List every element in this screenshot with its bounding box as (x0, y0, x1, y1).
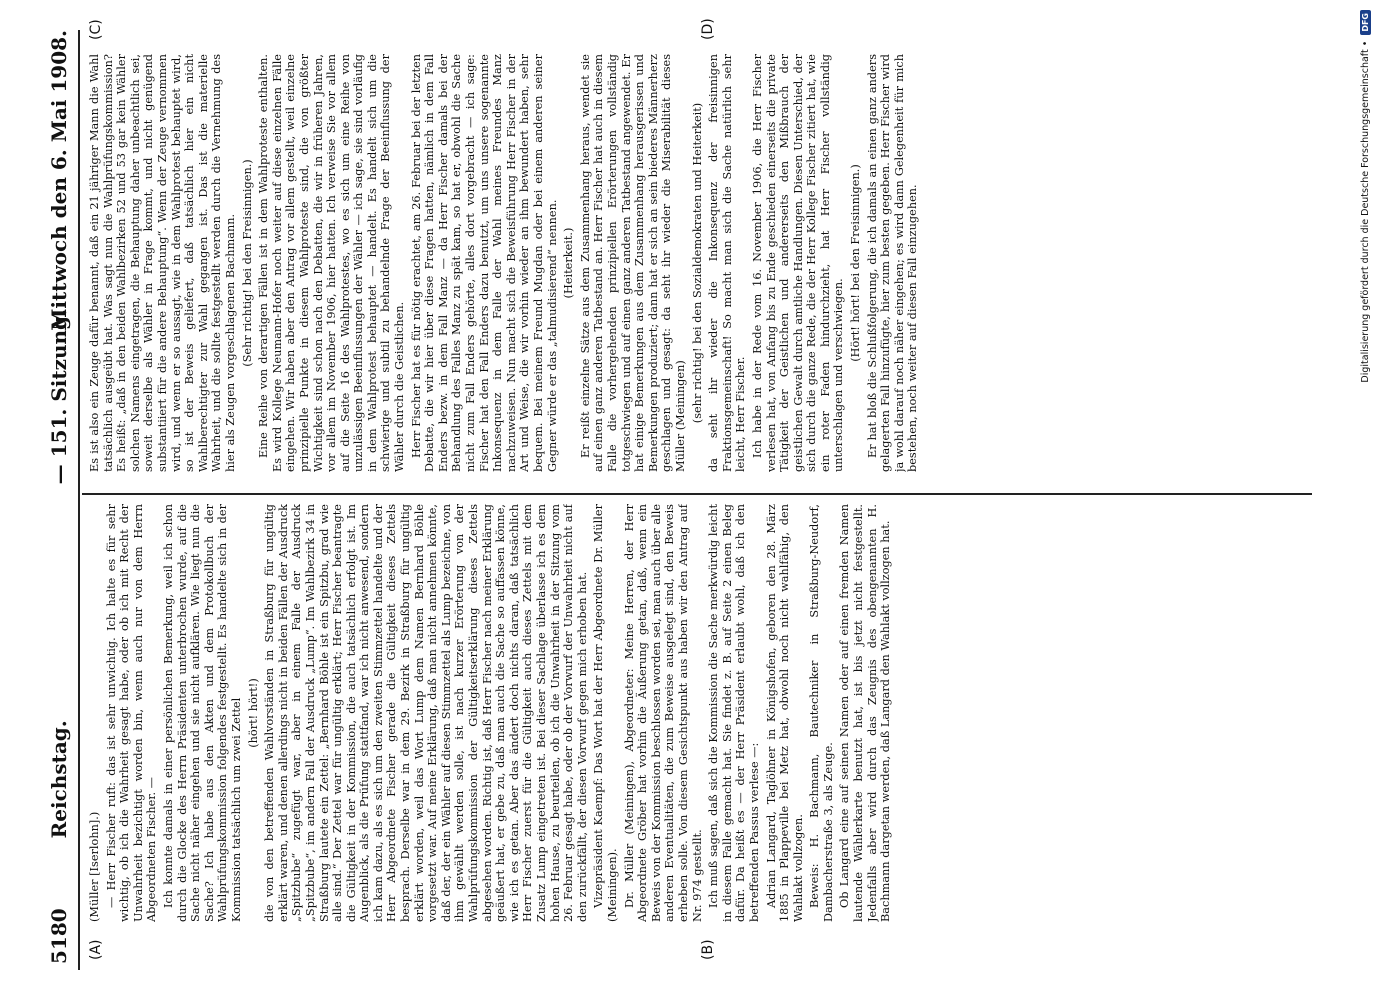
column-divider (82, 493, 1312, 495)
speaker-paragraph: Dr. Müller (Meiningen), Abgeordneter: Meine Herren, der Herr Abgeordnete Gröber hat vorhin die Äußerung getan, daß, wenn ein Beweis von der Kommission beschlossen worden sei, man auch über alle anderen Eventualitäten, die zum Beweise ausgelegt sind, den Beweis erheben solle. Von diesem Gesichtspunkt aus haben wir den Antrag auf Nr. 974 gestellt. (622, 504, 704, 922)
paragraph: Er hat bloß die Schlußfolgerung, die ich damals an einen ganz anders gelagerten Fall hinzufügte, hier zum besten gegeben. Herr Fischer wird ja wohl darauf noch näher eingehen; es wird dann Gelegenheit für mich bestehen, noch weiter auf diesen Fall einzugehen. (865, 54, 920, 472)
dfg-logo: DFG (1360, 10, 1371, 35)
right-text-column (88, 54, 1308, 472)
margin-mark-a: (A) (88, 939, 104, 960)
left-text-column (88, 504, 1308, 922)
header-date: Mittwoch den 6. Mai 1908. (47, 30, 71, 331)
left-header-session: — 151. Sitzung. (47, 309, 71, 485)
paragraph: Es ist also ein Zeuge dafür benannt, daß ein 21 jähriger Mann die Wahl tatsächlich ausgeübt hat. Was sagt nun die Wahlprüfungskommission? Es heißt: „daß in den beiden Wahlbezirken 52 und 53 gar kein Wähler solchen Namens eingetragen, die Behauptung daher unbeachtlich sei, soweit derselbe als Wähler in Frage kommt, und nicht genügend substantiiert für die andere Behauptung“. Wenn der Zeuge vernommen wird, und wenn er so aussagt, wie in dem Wahlprotest behauptet wird, so ist der Beweis geliefert, daß tatsächlich hier ein nicht Wahlberechtigter zur Wahl gegangen ist. Das ist die materielle Wahrheit, und die sollte festgestellt werden durch die Vernehmung des hier als Zeugen vorgeschlagenen Bachmann. (88, 54, 237, 472)
interjection: (hört! hört!) (246, 678, 260, 748)
interjection: (Heiterkeit.) (562, 227, 576, 299)
header-rule (78, 30, 80, 970)
speaker-paragraph: Vizepräsident Kaempf: Das Wort hat der Herr Abgeordnete Dr. Müller (Meiningen). (592, 504, 619, 922)
interjection: (Sehr richtig! bei den Freisinnigen.) (240, 159, 254, 367)
margin-mark-b: (B) (700, 939, 716, 960)
speaker-note: (Müller [Iserlohn].) (88, 811, 101, 922)
left-page-header (42, 309, 76, 964)
left-header-title: Reichstag. (47, 720, 71, 839)
paragraph: die von den betreffenden Wahlvorständen in Straßburg für ungültig erklärt waren, und denen allerdings nicht in beiden Fällen der Ausdruck „Spitzbube“ zugefügt war, aber in einem Falle der Ausdruck „Spitzbube“, im andern Fall der Ausdruck „Lump“. Im Wahlbezirk 34 in Straßburg lautete ein Zettel: „Bernhard Böhle ist ein Spitzbu, grad wie alle sind.“ Der Zettel war für ungültig erklärt; Herr Fischer beantragte die Gültigkeit in der Kommission, die auch tatsächlich erfolgt ist. Im Augenblick, als die Prüfung stattfand, war ich nicht anwesend, sondern ich kam dazu, als es sich um den zweiten Stimmzettel handelte und der Herr Abgeordnete Fischer gerade die Gültigkeit dieses Zettels besprach. Derselbe war in dem 29. Bezirk in Straßburg für ungültig erklärt worden, weil das Wort Lump dem Namen Bernhard Böhle vorgesetzt war. Auf meine Erklärung, daß man nicht annehmen könnte, daß der, der ein Wähler auf diesen Stimmzettel als Lump bezeichne, von ihm gewählt werden solle, ist nach kurzer Erörterung von der Wahlprüfungskommission der Gültigkeitserklärung dieses Zettels abgesehen worden. Richtig ist, daß Herr Fischer nach meiner Erklärung geäußert hat, er gebe zu, daß man auch die Sache so auffassen könne, wie ich es getan. Aber das ändert doch nichts daran, daß tatsächlich Herr Fischer zuerst für die Gültigkeit auch dieses Zettels mit dem Zusatz Lump eingetreten ist. Bei dieser Sachlage überlasse ich es dem hohen Hause, zu beurteilen, ob ich die Unwahrheit in der Sitzung vom 26. Februar gesagt habe, oder ob der Vorwurf der Unwahrheit nicht auf den zurückfällt, der diesen Vorwurf gegen mich erhoben hat. (263, 504, 589, 922)
quoted-paragraph: Ob Langard eine auf seinen Namen oder auf einen fremden Namen lautende Wählerkarte benutzt hat, ist bis jetzt nicht festgestellt. Jedenfalls aber wird durch das Zeugnis des obengenannten H. Bachmann dargetan werden, daß Langard den Wahlakt vollzogen hat. (838, 504, 893, 922)
margin-mark-c: (C) (88, 19, 104, 40)
digitization-footer (1355, 10, 1375, 990)
paragraph: Herr Fischer hat es für nötig erachtet, am 26. Februar bei der letzten Debatte, die wir hier über diese Fragen hatten, nämlich in dem Fall Enders bezw. in dem Fall Manz — da Herr Fischer damals bei der Behandlung des Falles Manz zu spät kam, so hat er, obwohl die Sache nicht zum Fall Enders gehörte, alles dort vorgebracht — ich sage: Fischer hat den Fall Enders dazu benutzt, um uns unsere sogenannte Inkonsequenz in dem Falle der Wahl meines Freundes Manz nachzuweisen. Nun macht sich die Beweisführung Herr Fischer in der Art und Weise, die wir vorhin wieder an ihm bewundert haben, sehr bequem. Bei meinem Freund Mugdan oder bei einem anderen seiner Gegner würde er das „talmudisierend“ nennen. (409, 54, 559, 472)
interjection: (Hört! hört! bei den Freisinnigen.) (849, 164, 863, 362)
right-page-header (42, 30, 76, 331)
interjection: (sehr richtig! bei den Sozialdemokraten und Heiterkeit) (690, 102, 704, 424)
page-number: 5180 (47, 908, 71, 964)
footer-text-wrap (1355, 10, 1375, 990)
paragraph: Er reißt einzelne Sätze aus dem Zusammenhang heraus, wendet sie auf einen ganz anderen Tatbestand an. Herr Fischer hat auch in diesem Falle die vorhergehenden prinzipiellen Erörterungen vollständig totgeschwiegen und auf einen ganz anderen Tatbestand angewendet. Er hat einige Bemerkungen aus dem Zusammenhang herausgerissen und Bemerkungen produziert; dann hat er sich an sein biederes Männerherz geschlagen und gesagt: da seht ihr wieder die Miserabilität dieses Müller (Meiningen) (578, 54, 687, 472)
paragraph: — Herr Fischer ruft: das ist sehr unwichtig. Ich halte es für sehr wichtig, ob ich die Wahrheit gesagt habe, oder ob ich mit Recht der Unwahrheit bezichtigt worden bin, wenn auch nur von dem Herrn Abgeordneten Fischer. — (104, 504, 159, 922)
paragraph: Ich konnte damals in einer persönlichen Bemerkung, weil ich schon durch die Glocke des Herrn Präsidenten unterbrochen wurde, auf die Sache nicht näher eingehen und sie nicht aufklären. Wie liegt nun die Sache? Ich habe aus den Akten und dem Protokollbuch der Wahlprüfungskommission folgendes festgestellt. Es handelte sich in der Kommission tatsächlich um zwei Zettel (161, 504, 243, 922)
footer-credit: Digitalisierung gefördert durch die Deutsche Forschungsgemeinschaft • (1359, 40, 1371, 383)
paragraph: da seht ihr wieder die Inkonsequenz der freisinnigen Fraktionsgemeinschaft! So macht man sich die Sache natürlich sehr leicht, Herr Fischer. (707, 54, 748, 472)
paragraph: Ich habe in der Rede vom 16. November 1906, die Herr Fischer verlesen hat, von Anfang bis zu Ende geschieden einerseits die private Tätigkeit der Geistlichen und andererseits den Mißbrauch der geistlichen Gewalt durch amtliche Handlungen. Diesen Unterschied, der sich durch die ganze Rede, die der Herr Kollege Fischer zitiert hat, wie ein roter Faden hindurchzieht, hat Herr Fischer vollständig unterschlagen und verschwiegen. (750, 54, 846, 472)
margin-mark-d: (D) (700, 18, 716, 40)
quoted-paragraph: Adrian Langard, Taglöhner in Königshofen, geboren den 28. März 1885 in Plappeville bei Metz hat, obwohl noch nicht wahlfähig, den Wahlakt vollzogen. (764, 504, 805, 922)
paragraph: Eine Reihe von derartigen Fällen ist in dem Wahlproteste enthalten. Es wird Kollege Neumann-Hofer noch weiter auf diese einzelnen Fälle eingehen. Wir haben aber den Antrag vor allem gestellt, weil einzelne prinzipielle Punkte in diesem Wahlproteste sind, die von größter Wichtigkeit sind schon nach den Debatten, die wir in früheren Jahren, vor allem im November 1906, hier hatten. Ich verweise Sie vor allem auf die Seite 16 des Wahlprotestes, wo es sich um eine Reihe von unzulässigen Beeinflussungen der Wähler — ich sage, sie sind vorläufig in dem Wahlprotest behauptet — handelt. Es handelt sich um die schwierige und subtil zu behandelnde Frage der Beeinflussung der Wähler durch die Geistlichen. (257, 54, 407, 472)
paragraph: Ich muß sagen, daß sich die Kommission die Sache merkwürdig leicht in diesem Falle gemacht hat. Sie findet z. B. auf Seite 2 einen Beleg dafür. Da heißt es — der Herr Präsident erlaubt wohl, daß ich den betreffenden Passus verlese —: (707, 504, 761, 922)
quoted-paragraph: Beweis: H. Bachmann, Bautechniker in Straßburg-Neudorf, Dambacherstraße 3, als Zeuge. (808, 504, 835, 922)
